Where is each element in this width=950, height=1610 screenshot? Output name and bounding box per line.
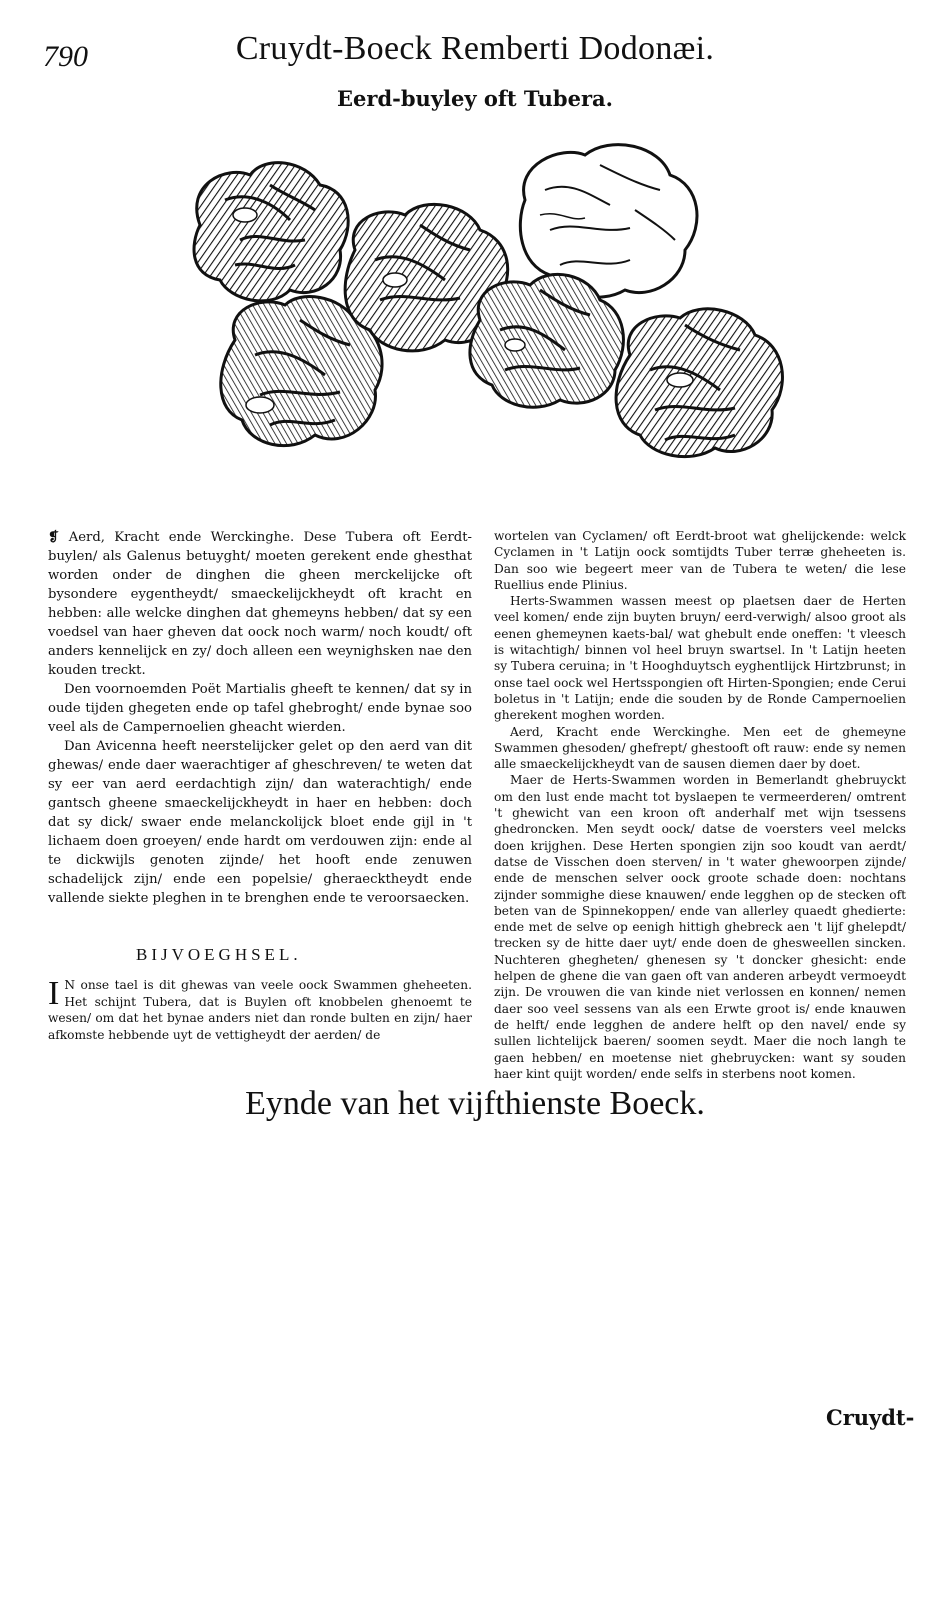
truffle-1 [194, 163, 348, 301]
paragraph: wortelen van Cyclamen/ oft Eerdt-broot wat ghelijckende: welck Cyclamen in 't Latijn oock somtijdts Tuber terræ gheheeten is. Dan soo wie begeert meer van de Tubera te weten/ die lese Ruellius ende Plinius. [494, 529, 906, 592]
paragraph: Dan Avicenna heeft neerstelijcker gelet op den aerd van dit ghewas/ ende daer waerachtiger af gheschreven/ te weten dat sy eer van aerd eerdachtigh zijn/ dan waterachtigh/ ende gantsch gheene smaeckelijckheydt in haer en hebben: doch dat sy dick/ swaer ende melanckolijck bloet ende gijl in 't lichaem doen groeyen/ ende hardt om verdouwen zijn: ende al te dickwijls genoten zijnde/ het hooft ende zenuwen schadelijck zijn/ ende een popelsie/ gheraecktheydt ende vallende siekte pleghen in te brenghen ende te veroorsaecken. [48, 739, 472, 906]
book-end-line: Eynde van het vijfthienste Boeck. [245, 1085, 705, 1122]
right-text-column [494, 528, 906, 1082]
paragraph: Den voornoemden Poët Martialis gheeft te kennen/ dat sy in oude tijden ghegeten ende op tafel ghebroght/ ende bynae soo veel als de Campernoelien gheacht wierden. [48, 682, 472, 735]
paragraph: Herts-Swammen wassen meest op plaetsen daer de Herten veel komen/ ende zijn buyten bruyn/ eerd-verwigh/ alsoo groot als eenen ghemeynen kaets-bal/ wat ghebult ende oneffen: 't vleesch is witachtigh/ binnen vol heel bruyn swartsel. In 't Latijn heeten sy Tubera ceruina; in 't Hooghduytsch eyghentlijck Hirtzbrunst; in onse tael oock wel Hertsspongien oft Hirten-Spongien; ende Cerui boletus in 't Latijn; ende die souden by de Ronde Campernoelien gherekent moghen worden. [494, 594, 906, 723]
paragraph: Maer de Herts-Swammen worden in Bemerlandt ghebruyckt om den lust ende macht tot byslaepen te vermeerderen/ omtrent 't ghewicht van een kroon oft anderhalf met wijn tsessens ghedroncken. Men seydt oock/ datse de voersters veel melcks doen krijghen. Dese Herten spongien zijn soo koudt van aerdt/ datse de Visschen doen sterven/ in 't water ghewoorpen zijnde/ ende de menschen selver oock groote schade doen: nochtans zijnder sommighe diese knauwen/ ende legghen op de stecken oft beten van de Spinnekoppen/ ende van allerley quaedt ghedierte: ende met de selve op eenigh hittigh ghebreck aen 't lijf ghelepdt/ trecken sy de hitte daer uyt/ ende doen de ghesweellen sincken. Nuchteren ghegheten/ ghenesen sy 't doncker ghesicht: ende helpen de ghene die van gaen oft van anderen arbeydt vermoeydt zijn. De vrouwen die van kinde niet verlossen en konnen/ nemen daer soo veel sessens van als een Erwte groot is/ ende knauwen de helft/ ende legghen de andere helft op den navel/ ende sy sullen lichtelijck baeren/ soomen seydt. Maer die noch langh te gaen hebben/ en moetense niet ghebruycken: want sy souden haer kint quijt worden/ ende selfs in sterbens noot komen. [494, 773, 906, 1081]
drop-cap: I [48, 975, 60, 1012]
supplement-heading: BIJVOEGHSEL. [136, 945, 302, 964]
paragraph: ❡ Aerd, Kracht ende Werckinghe. Dese Tubera oft Eerdt-buylen/ als Galenus betuyght/ moeten gerekent ende ghesthat worden onder de dinghen die gheen merckelijcke oft bysondere eygentheydt/ smaeckelijckheydt oft kracht en hebben: alle welcke dinghen dat ghemeyns hebben/ dat sy een voedsel van haer gheven dat oock noch warm/ noch koudt/ oft anders kennelijck en zy/ doch alleen een weynighsken nae den kouden treckt. [48, 530, 472, 678]
running-title: Cruydt-Boeck Remberti Dodonæi. [235, 30, 715, 67]
supplement-paragraph: I N onse tael is dit ghewas van veele oock Swammen gheheeten. Het schijnt Tubera, dat is Buylen oft knobbelen ghenoemt te wesen/ om dat het bynae anders niet dan ronde bulten en zijn/ haer afkomste hebbende uyt de vettigheydt der aerden/ de [48, 975, 472, 1042]
truffle-6 [616, 309, 782, 457]
left-text-column [48, 528, 472, 908]
pilcrow-mark: ❡ [48, 530, 69, 545]
page-number: 790 [43, 40, 88, 73]
figure-caption: Eerd-buyley oft Tubera. [337, 86, 613, 111]
catchword: Cruydt- [826, 1405, 915, 1430]
paragraph: Aerd, Kracht ende Werckinghe. Men eet de ghemeyne Swammen ghesoden/ ghefrept/ ghestooft oft rauw: ende sy nemen alle smaeckelijckheydt van de sausen diemen daer by doet. [494, 724, 906, 772]
truffles-woodcut-illustration [180, 130, 830, 510]
